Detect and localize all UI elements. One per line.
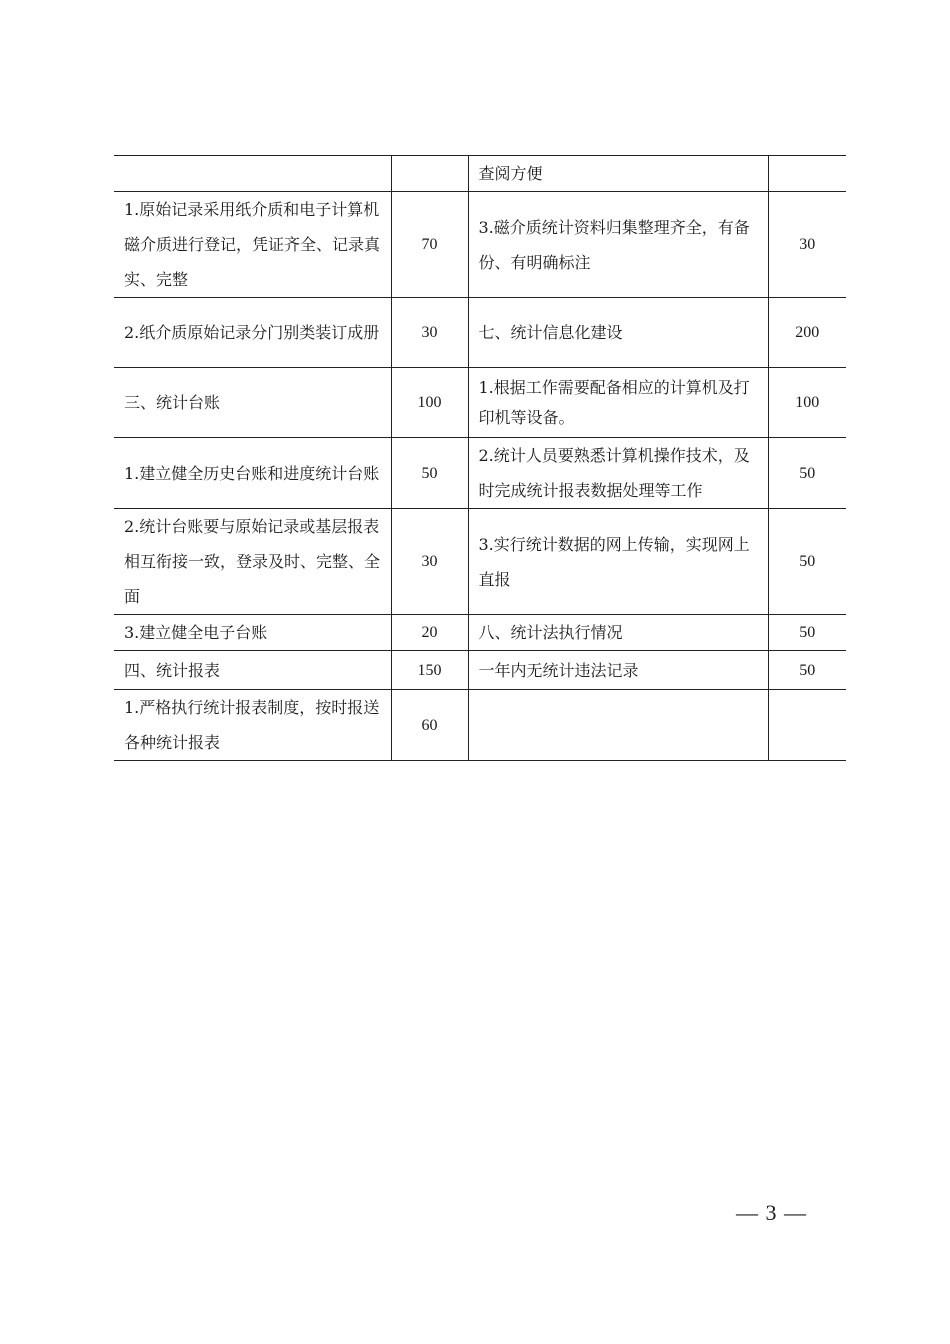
scoring-table xyxy=(114,155,846,761)
right-score-cell: 50 xyxy=(768,438,846,509)
left-item-cell: 1.严格执行统计报表制度，按时报送各种统计报表 xyxy=(114,690,391,761)
table-row xyxy=(114,651,846,690)
table-row xyxy=(114,438,846,509)
right-item-cell: 一年内无统计违法记录 xyxy=(468,651,768,690)
right-score-cell: 50 xyxy=(768,615,846,651)
left-score-cell: 70 xyxy=(391,192,468,298)
table-row xyxy=(114,509,846,615)
left-item-cell: 三、统计台账 xyxy=(114,368,391,438)
left-score-cell: 30 xyxy=(391,298,468,368)
right-item-cell: 查阅方便 xyxy=(468,156,768,192)
left-item-cell: 1.原始记录采用纸介质和电子计算机磁介质进行登记，凭证齐全、记录真实、完整 xyxy=(114,192,391,298)
left-item-cell: 3.建立健全电子台账 xyxy=(114,615,391,651)
right-item-cell: 七、统计信息化建设 xyxy=(468,298,768,368)
right-item-cell: 3.实行统计数据的网上传输，实现网上直报 xyxy=(468,509,768,615)
table-row xyxy=(114,192,846,298)
left-score-cell: 60 xyxy=(391,690,468,761)
left-item-cell xyxy=(114,156,391,192)
right-item-cell xyxy=(468,690,768,761)
right-item-cell: 1.根据工作需要配备相应的计算机及打印机等设备。 xyxy=(468,368,768,438)
right-score-cell: 50 xyxy=(768,651,846,690)
right-item-cell: 2.统计人员要熟悉计算机操作技术，及时完成统计报表数据处理等工作 xyxy=(468,438,768,509)
table-row xyxy=(114,615,846,651)
table-row xyxy=(114,298,846,368)
right-score-cell: 30 xyxy=(768,192,846,298)
table-row xyxy=(114,368,846,438)
left-score-cell: 150 xyxy=(391,651,468,690)
left-score-cell xyxy=(391,156,468,192)
left-item-cell: 2.纸介质原始记录分门别类装订成册 xyxy=(114,298,391,368)
right-score-cell: 100 xyxy=(768,368,846,438)
right-item-cell: 八、统计法执行情况 xyxy=(468,615,768,651)
table-row xyxy=(114,690,846,761)
left-item-cell: 四、统计报表 xyxy=(114,651,391,690)
right-score-cell xyxy=(768,156,846,192)
right-score-cell: 50 xyxy=(768,509,846,615)
left-score-cell: 100 xyxy=(391,368,468,438)
page-number: — 3 — xyxy=(736,1200,807,1225)
table-row xyxy=(114,156,846,192)
right-score-cell: 200 xyxy=(768,298,846,368)
right-item-cell: 3.磁介质统计资料归集整理齐全，有备份、有明确标注 xyxy=(468,192,768,298)
right-score-cell xyxy=(768,690,846,761)
left-score-cell: 30 xyxy=(391,509,468,615)
left-item-cell: 1.建立健全历史台账和进度统计台账 xyxy=(114,438,391,509)
left-score-cell: 50 xyxy=(391,438,468,509)
left-item-cell: 2.统计台账要与原始记录或基层报表相互衔接一致，登录及时、完整、全面 xyxy=(114,509,391,615)
left-score-cell: 20 xyxy=(391,615,468,651)
